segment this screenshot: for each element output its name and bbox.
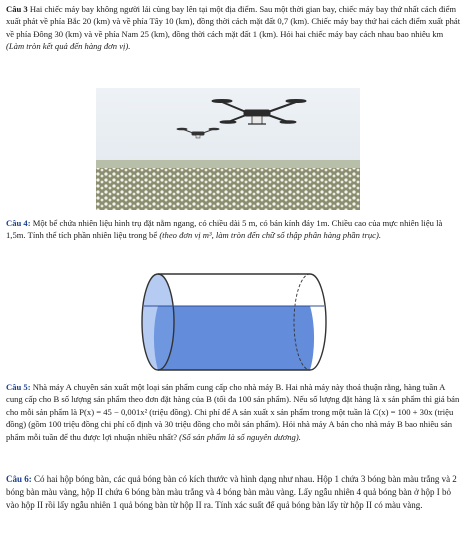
question-4-text: Một bể chứa nhiên liệu hình trụ đặt nằm ngang, có chiều dài 5 m, có bán kính đáy 1m. Chiều cao của mực nhiên liệu là 1,5m. Tính thể tích phần nhiên liệu trong bể xyxy=(6,218,443,241)
question-5-label: Câu 5: xyxy=(6,382,31,392)
fuel-body xyxy=(154,306,314,370)
question-6-text: Có hai hộp bóng bàn, các quả bóng bàn có kích thước và hình dạng như nhau. Hộp 1 chứa 3 bóng bàn màu trắng và 2 bóng bàn màu vàng, hộp II chứa 6 bóng bàn màu trắng và 4 bóng bàn màu vàng. Lấy ngẫu nhiên 4 quả bóng bàn ở hộp I bỏ vào hộp II rồi lấy ngẫu nhiên 1 quả bóng bàn từ hộp II ra. Tính xác suất để quả bóng bàn lấy từ hộp II có màu vàng. xyxy=(6,474,457,510)
question-4 xyxy=(6,217,462,242)
question-5 xyxy=(6,381,462,443)
question-5-text: Nhà máy A chuyên sản xuất một loại sản phẩm cung cấp cho nhà máy B. Hai nhà máy này thoả thuận rằng, hàng tuần A cung cấp cho B số lượng sản phẩm theo đơn đặt hàng của B (tối đa 100 sản phẩm). Nếu số lượng đặt hàng là x sản phẩm thì giá bán cho mỗi sản phẩm là P(x) = 45 − 0,001x² (triệu đồng). Chi phí để A sản xuất x sản phẩm trong một tuần là C(x) = 100 + 30x (triệu đồng) (gồm 100 triệu đồng chi phí cố định và 30 triệu đồng cho mỗi sản phẩm). Hỏi nhà máy A bán cho nhà máy B bao nhiêu sản phẩm mỗi tuần để thu được lợi nhuận nhiều nhất? xyxy=(6,382,460,442)
question-3-text: Hai chiếc máy bay không người lái cùng bay lên tại một địa điểm. Sau một thời gian bay, chiếc máy bay thứ nhất cách điểm xuất phát về phía Bắc 20 (km) và về phía Tây 10 (km), đồng thời cách mặt đất 0,7 (km). Chiếc máy bay thứ hai cách điểm xuất phát về phía Đông 30 (km) và về phía Nam 25 (km), đồng thời cách mặt đất 1 (km). Hỏi hai chiếc máy bay cách nhau bao nhiêu km xyxy=(6,4,461,39)
question-4-label: Câu 4: xyxy=(6,218,31,228)
question-4-note: (theo đơn vị m³, làm tròn đến chữ số thập phân hàng phần trục). xyxy=(159,230,381,241)
question-3 xyxy=(6,3,462,53)
question-3-label: Câu 3 xyxy=(6,4,28,14)
drones-over-field-image xyxy=(96,88,360,210)
question-6-label: Câu 6: xyxy=(6,474,32,484)
question-5-note: (Số sản phẩm là số nguyên dương). xyxy=(179,431,301,442)
horizontal-cylinder-tank-diagram xyxy=(140,270,328,374)
question-3-note: (Làm tròn kết quả đến hàng đơn vị). xyxy=(6,41,131,52)
question-6 xyxy=(6,473,462,512)
